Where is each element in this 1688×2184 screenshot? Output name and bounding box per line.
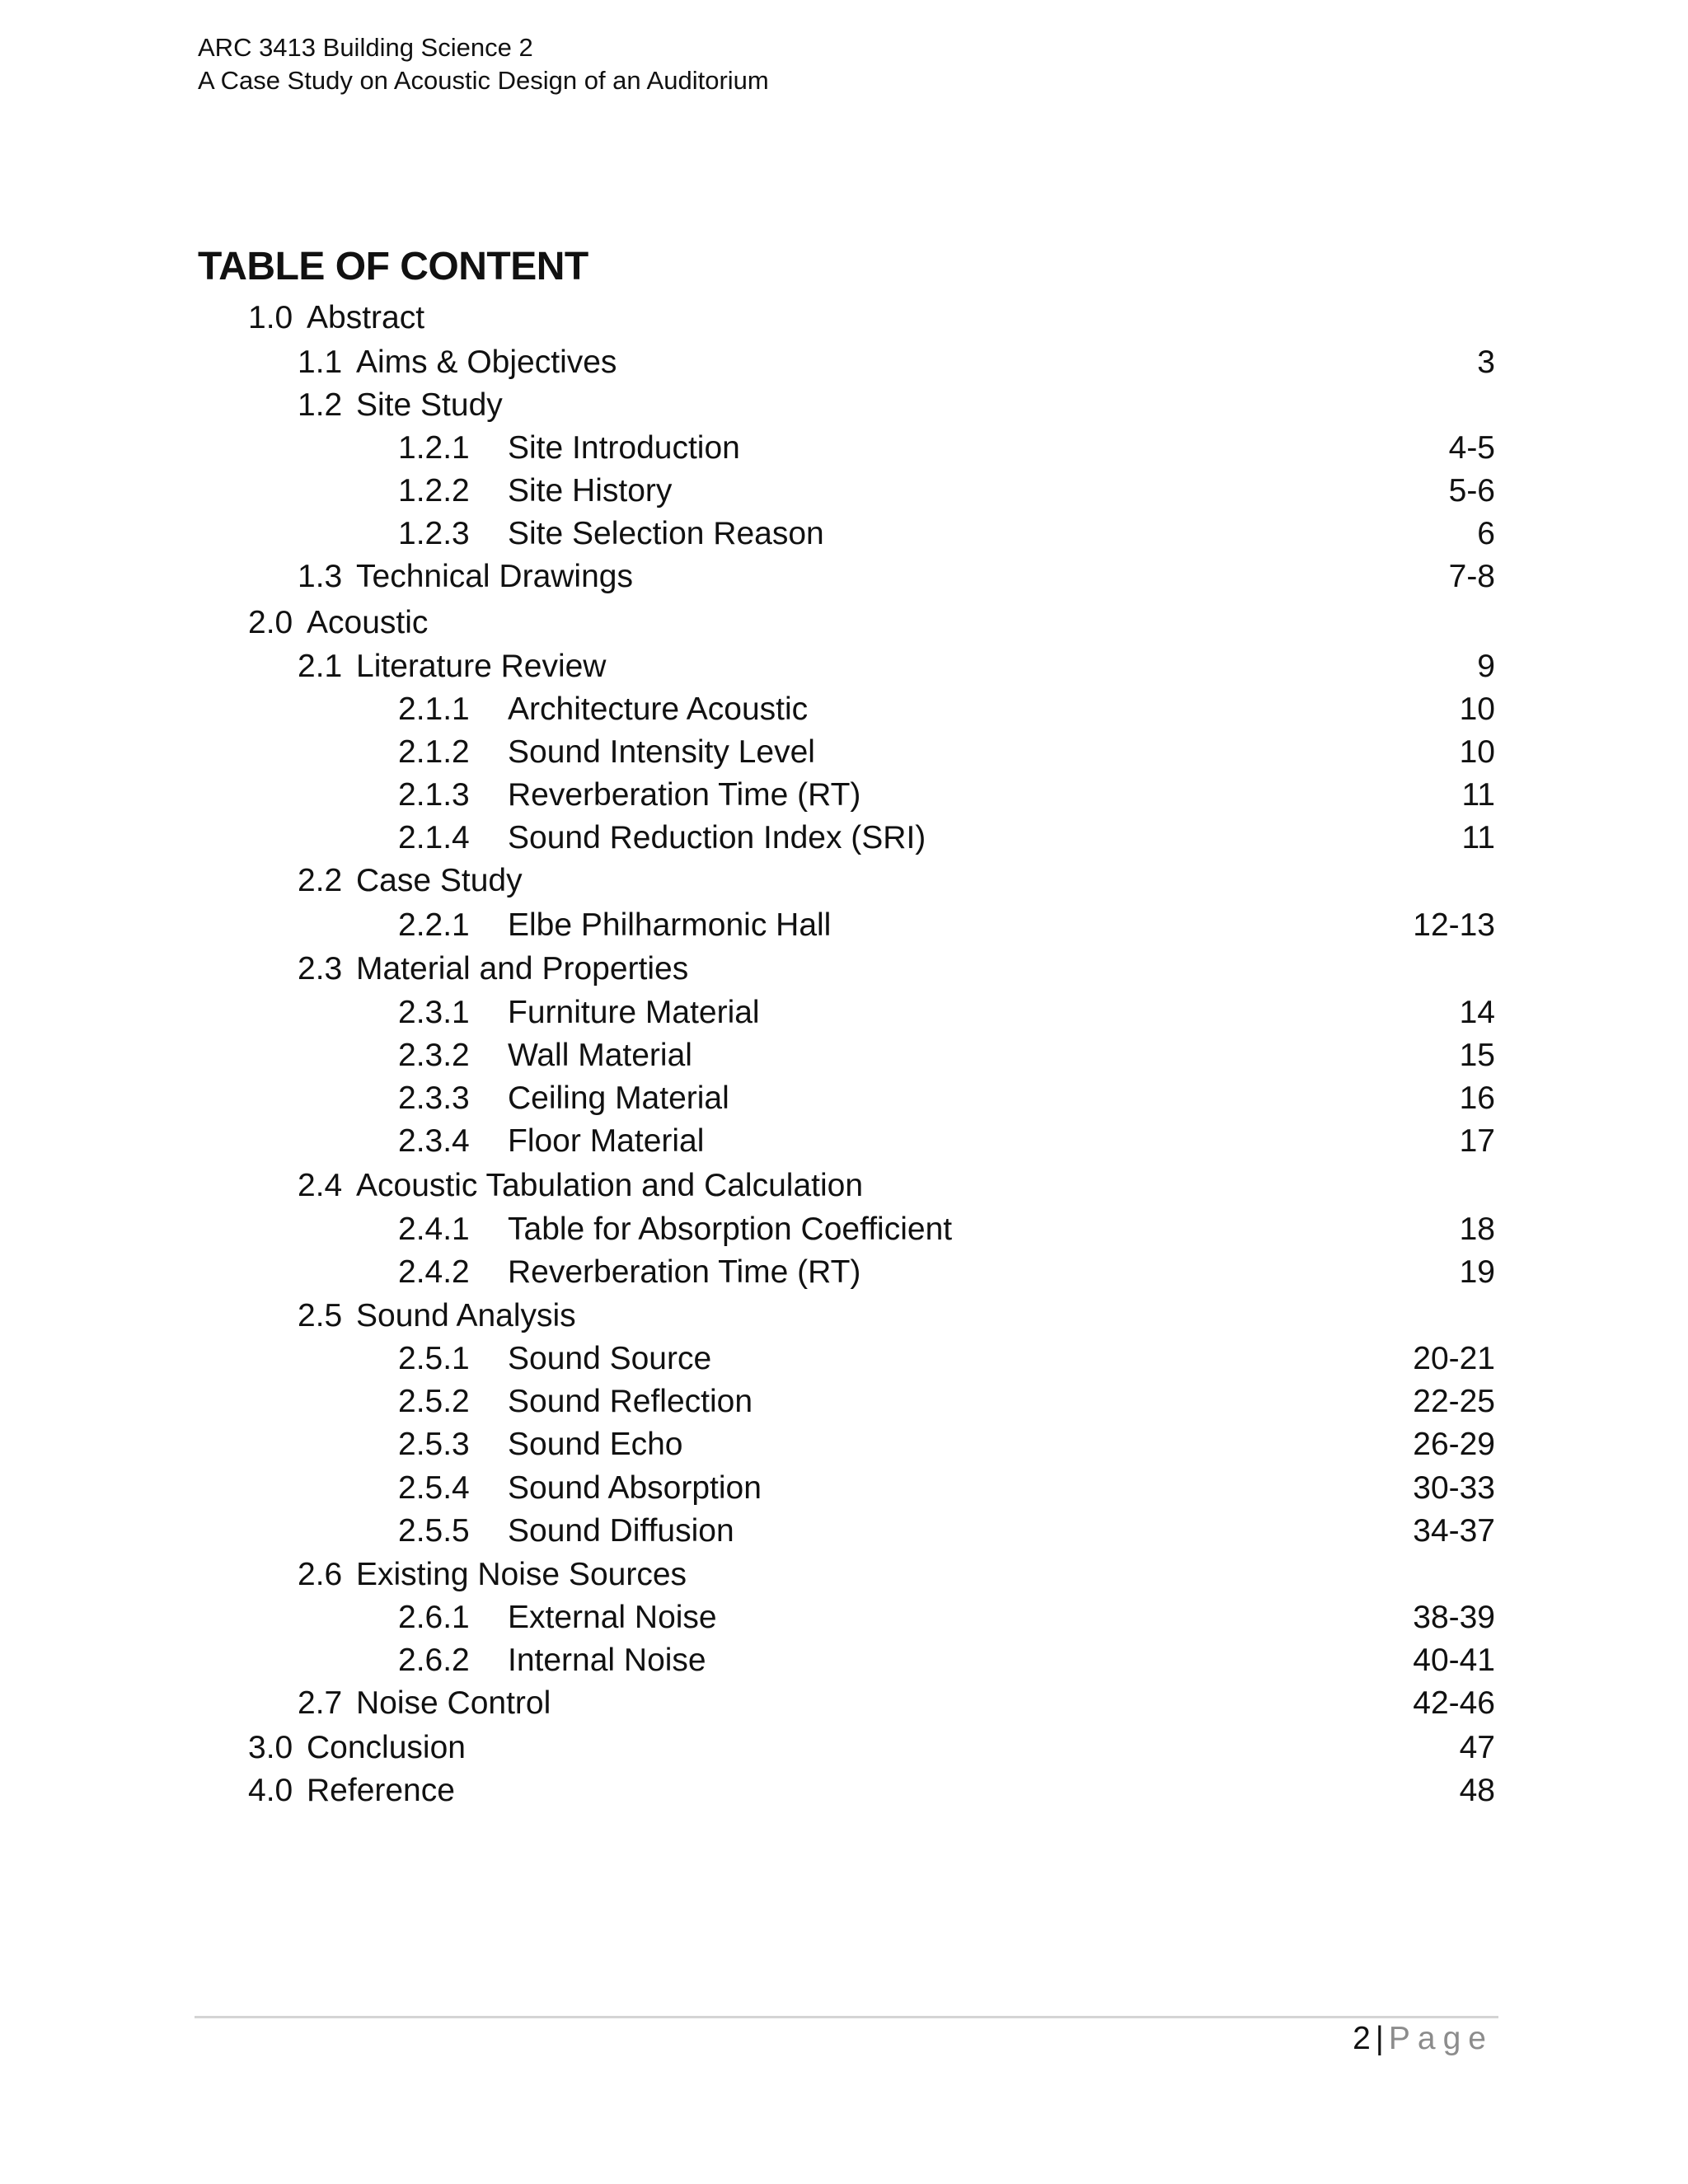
toc-entry-label: Existing Noise Sources <box>356 1557 687 1592</box>
toc-entry-label: Acoustic <box>307 605 429 640</box>
toc-entry-label: Sound Intensity Level <box>508 734 815 770</box>
toc-entry <box>0 555 1688 598</box>
toc-entry-number: 2.3.1 <box>398 995 470 1030</box>
toc-entry-number: 2.3.2 <box>398 1038 470 1073</box>
toc-entry-label: Site Selection Reason <box>508 516 824 551</box>
toc-entry-number: 2.5.1 <box>398 1341 470 1376</box>
toc-entry <box>0 513 1688 555</box>
toc-entry-number: 1.2.3 <box>398 516 470 551</box>
toc-entry <box>0 341 1688 384</box>
toc-entry-label: Technical Drawings <box>356 559 633 594</box>
toc-entry <box>0 1380 1688 1423</box>
toc-entry <box>0 688 1688 731</box>
course-title: ARC 3413 Building Science 2 <box>198 33 533 62</box>
toc-entry <box>0 427 1688 470</box>
toc-entry-number: 1.2.1 <box>398 430 470 466</box>
toc-entry-label: Literature Review <box>356 649 607 684</box>
toc-entry <box>0 645 1688 688</box>
toc-entry-number: 4.0 <box>248 1773 293 1808</box>
toc-entry-label: Reference <box>307 1773 455 1808</box>
toc-entry-page: 6 <box>1477 516 1495 551</box>
toc-entry-label: Ceiling Material <box>508 1080 729 1116</box>
toc-entry <box>0 1769 1688 1812</box>
toc-entry-number: 2.3.4 <box>398 1123 470 1159</box>
toc-entry <box>0 1251 1688 1294</box>
toc-entry-page: 4-5 <box>1448 430 1495 466</box>
toc-entry-number: 2.6 <box>298 1557 343 1592</box>
toc-entry-label: Case Study <box>356 863 523 898</box>
toc-entry-number: 1.0 <box>248 300 293 335</box>
toc-entry <box>0 991 1688 1034</box>
toc-entry-page: 3 <box>1477 344 1495 380</box>
toc-entry-number: 2.5.3 <box>398 1427 470 1462</box>
toc-entry-number: 3.0 <box>248 1730 293 1765</box>
toc-entry-number: 2.5.2 <box>398 1384 470 1419</box>
toc-entry-number: 1.2.2 <box>398 473 470 509</box>
toc-entry <box>0 1423 1688 1466</box>
toc-entry-page: 12-13 <box>1413 907 1495 943</box>
toc-entry-number: 2.6.2 <box>398 1643 470 1678</box>
toc-entry <box>0 1120 1688 1163</box>
toc-entry <box>0 817 1688 860</box>
toc-entry <box>0 731 1688 774</box>
toc-entry-page: 48 <box>1459 1773 1495 1808</box>
toc-entry-page: 11 <box>1461 777 1495 813</box>
toc-entry <box>0 1510 1688 1553</box>
toc-entry-label: Acoustic Tabulation and Calculation <box>356 1168 864 1203</box>
toc-entry-page: 40-41 <box>1413 1643 1495 1678</box>
toc-entry-label: Noise Control <box>356 1685 551 1721</box>
toc-entry-number: 1.3 <box>298 559 343 594</box>
toc-entry <box>0 1077 1688 1120</box>
toc-entry-page: 47 <box>1459 1730 1495 1765</box>
toc-entry-number: 2.4.1 <box>398 1212 470 1247</box>
toc-entry-label: Sound Absorption <box>508 1470 762 1506</box>
toc-entry-number: 2.0 <box>248 605 293 640</box>
toc-entry-label: Site History <box>508 473 673 509</box>
toc-entry-label: Conclusion <box>307 1730 466 1765</box>
toc-entry-number: 2.1.1 <box>398 691 470 727</box>
toc-heading: TABLE OF CONTENT <box>198 245 588 288</box>
toc-entry <box>0 1682 1688 1725</box>
toc-entry-page: 15 <box>1459 1038 1495 1073</box>
toc-entry <box>0 1034 1688 1077</box>
toc-entry <box>0 384 1688 427</box>
toc-entry <box>0 1165 1688 1207</box>
toc-entry-page: 38-39 <box>1413 1600 1495 1635</box>
document-subtitle: A Case Study on Acoustic Design of an Auditorium <box>198 66 769 95</box>
toc-entry-page: 5-6 <box>1448 473 1495 509</box>
toc-entry-number: 2.5.4 <box>398 1470 470 1506</box>
toc-entry-number: 2.1.3 <box>398 777 470 813</box>
toc-entry <box>0 860 1688 902</box>
toc-entry-number: 2.5 <box>298 1298 343 1333</box>
toc-entry-label: Architecture Acoustic <box>508 691 809 727</box>
toc-entry-page: 10 <box>1459 691 1495 727</box>
toc-entry <box>0 1295 1688 1338</box>
toc-entry-number: 2.5.5 <box>398 1513 470 1549</box>
toc-entry-label: Floor Material <box>508 1123 705 1159</box>
toc-entry-label: Sound Diffusion <box>508 1513 734 1549</box>
toc-entry-number: 2.4 <box>298 1168 343 1203</box>
toc-entry <box>0 1596 1688 1639</box>
toc-entry-label: Reverberation Time (RT) <box>508 777 861 813</box>
toc-entry-number: 2.2.1 <box>398 907 470 943</box>
toc-entry-page: 16 <box>1459 1080 1495 1116</box>
toc-entry <box>0 1727 1688 1769</box>
toc-entry <box>0 297 1688 340</box>
footer-divider <box>195 2016 1498 2018</box>
toc-entry-number: 2.1 <box>298 649 343 684</box>
page-footer <box>1353 2018 1493 2060</box>
toc-entry-page: 17 <box>1459 1123 1495 1159</box>
toc-entry <box>0 1639 1688 1682</box>
toc-entry-page: 7-8 <box>1448 559 1495 594</box>
toc-entry-page: 19 <box>1459 1254 1495 1290</box>
toc-entry-page: 20-21 <box>1413 1341 1495 1376</box>
toc-entry-label: Sound Reduction Index (SRI) <box>508 820 926 855</box>
toc-entry-label: Wall Material <box>508 1038 692 1073</box>
toc-entry-label: Material and Properties <box>356 951 689 987</box>
toc-entry-label: External Noise <box>508 1600 717 1635</box>
toc-entry-label: Sound Source <box>508 1341 712 1376</box>
toc-entry-number: 1.1 <box>298 344 343 380</box>
toc-entry-number: 2.2 <box>298 863 343 898</box>
toc-entry-number: 2.1.4 <box>398 820 470 855</box>
toc-entry <box>0 1208 1688 1251</box>
toc-entry <box>0 1467 1688 1510</box>
toc-entry-page: 30-33 <box>1413 1470 1495 1506</box>
toc-entry <box>0 470 1688 513</box>
toc-entry-number: 2.4.2 <box>398 1254 470 1290</box>
toc-entry-label: Reverberation Time (RT) <box>508 1254 861 1290</box>
toc-entry-number: 2.1.2 <box>398 734 470 770</box>
toc-entry-label: Furniture Material <box>508 995 760 1030</box>
toc-entry <box>0 774 1688 817</box>
toc-entry-label: Sound Reflection <box>508 1384 753 1419</box>
toc-entry-number: 2.6.1 <box>398 1600 470 1635</box>
toc-entry-page: 14 <box>1459 995 1495 1030</box>
toc-entry-page: 26-29 <box>1413 1427 1495 1462</box>
toc-entry-page: 42-46 <box>1413 1685 1495 1721</box>
toc-entry-number: 1.2 <box>298 387 343 423</box>
toc-entry-page: 22-25 <box>1413 1384 1495 1419</box>
toc-entry <box>0 1338 1688 1380</box>
toc-entry-page: 9 <box>1477 649 1495 684</box>
toc-entry-label: Site Introduction <box>508 430 740 466</box>
toc-entry-label: Internal Noise <box>508 1643 706 1678</box>
toc-entry-page: 34-37 <box>1413 1513 1495 1549</box>
toc-entry-page: 18 <box>1459 1212 1495 1247</box>
page-number: 2 <box>1353 2021 1371 2056</box>
toc-entry <box>0 602 1688 644</box>
toc-entry-label: Sound Echo <box>508 1427 683 1462</box>
toc-entry <box>0 948 1688 991</box>
page-word: Page <box>1388 2021 1493 2056</box>
toc-entry-label: Site Study <box>356 387 503 423</box>
toc-entry-label: Table for Absorption Coefficient <box>508 1212 953 1247</box>
toc-entry-number: 2.3.3 <box>398 1080 470 1116</box>
toc-entry-number: 2.3 <box>298 951 343 987</box>
toc-entry-page: 10 <box>1459 734 1495 770</box>
toc-entry-label: Elbe Philharmonic Hall <box>508 907 832 943</box>
toc-entry-page: 11 <box>1461 820 1495 855</box>
toc-entry <box>0 904 1688 947</box>
toc-entry-label: Abstract <box>307 300 425 335</box>
toc-entry <box>0 1554 1688 1596</box>
footer-separator: | <box>1375 2021 1384 2056</box>
toc-entry-label: Aims & Objectives <box>356 344 617 380</box>
toc-entry-number: 2.7 <box>298 1685 343 1721</box>
toc-entry-label: Sound Analysis <box>356 1298 576 1333</box>
